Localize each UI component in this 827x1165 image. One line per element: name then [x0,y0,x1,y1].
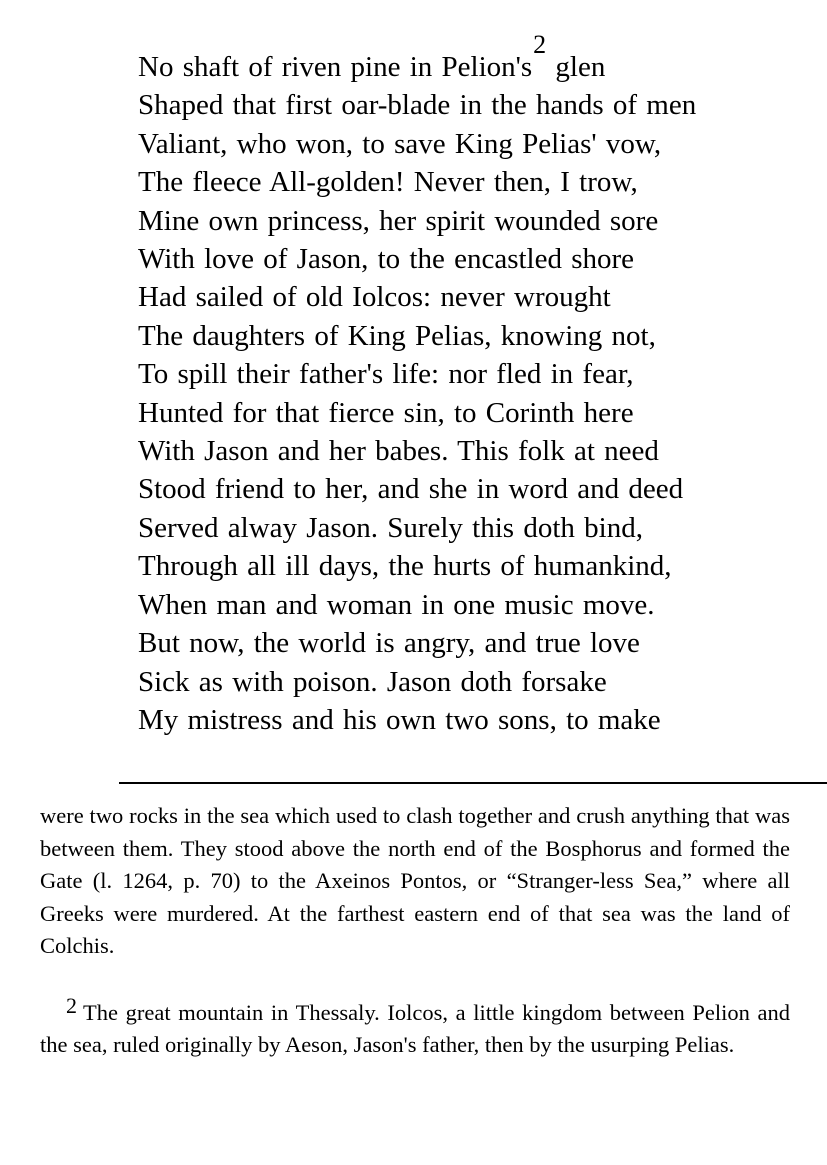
footnote-divider [119,782,827,784]
verse-line-11: With Jason and her babes. This folk at need [138,435,659,468]
verse-line-9: To spill their father's life: nor fled in fear, [138,358,634,391]
footnote-continued: were two rocks in the sea which used to clash together and crush anything that was between them. They stood above the north end of the Bosphorus and formed the Gate (l. 1264, p. 70) to the Axeinos Pontos, or “Stranger-less Sea,” where all Greeks were murdered. At the farthest eastern end of that sea was the land of Colchis. [40,803,790,958]
verse-line-4: The fleece All-golden! Never then, I trow, [138,166,638,199]
verse-line-6: With love of Jason, to the encastled shore [138,243,635,276]
verse-line-tail: glen [555,51,606,83]
verse-line-15: When man and woman in one music move. [138,588,655,621]
footnote-ref-2[interactable]: 2 [533,30,547,60]
verse-line-16: But now, the world is angry, and true love [138,627,640,660]
verse-line-17: Sick as with poison. Jason doth forsake [138,665,607,698]
verse-line-1 [138,30,696,86]
verse-line-10: Hunted for that fierce sin, to Corinth here [138,396,634,429]
verse-line-14: Through all ill days, the hurts of humankind, [138,550,672,583]
verse-line-8: The daughters of King Pelias, knowing not, [138,319,656,352]
footnote-2 [40,992,790,1062]
verse-line-7: Had sailed of old Iolcos: never wrought [138,281,611,314]
verse-line-5: Mine own princess, her spirit wounded sore [138,204,659,237]
verse-line-text: No shaft of riven pine in Pelion's [138,51,533,83]
footnotes-area [40,800,790,1062]
footnote-2-text: The great mountain in Thessaly. Iolcos, a little kingdom between Pelion and the sea, ruled originally by Aeson, Jason's father, then by the usurping Pelias. [40,999,790,1057]
verse-line-13: Served alway Jason. Surely this doth bind, [138,511,643,544]
verse-line-18: My mistress and his own two sons, to make [138,703,661,736]
verse-block [138,30,697,739]
verse-line-3: Valiant, who won, to save King Pelias' vow, [138,127,662,160]
verse-line-12: Stood friend to her, and she in word and deed [138,473,684,506]
verse-line-2: Shaped that first oar-blade in the hands of men [138,89,697,122]
footnote-2-number: 2 [66,992,77,1018]
